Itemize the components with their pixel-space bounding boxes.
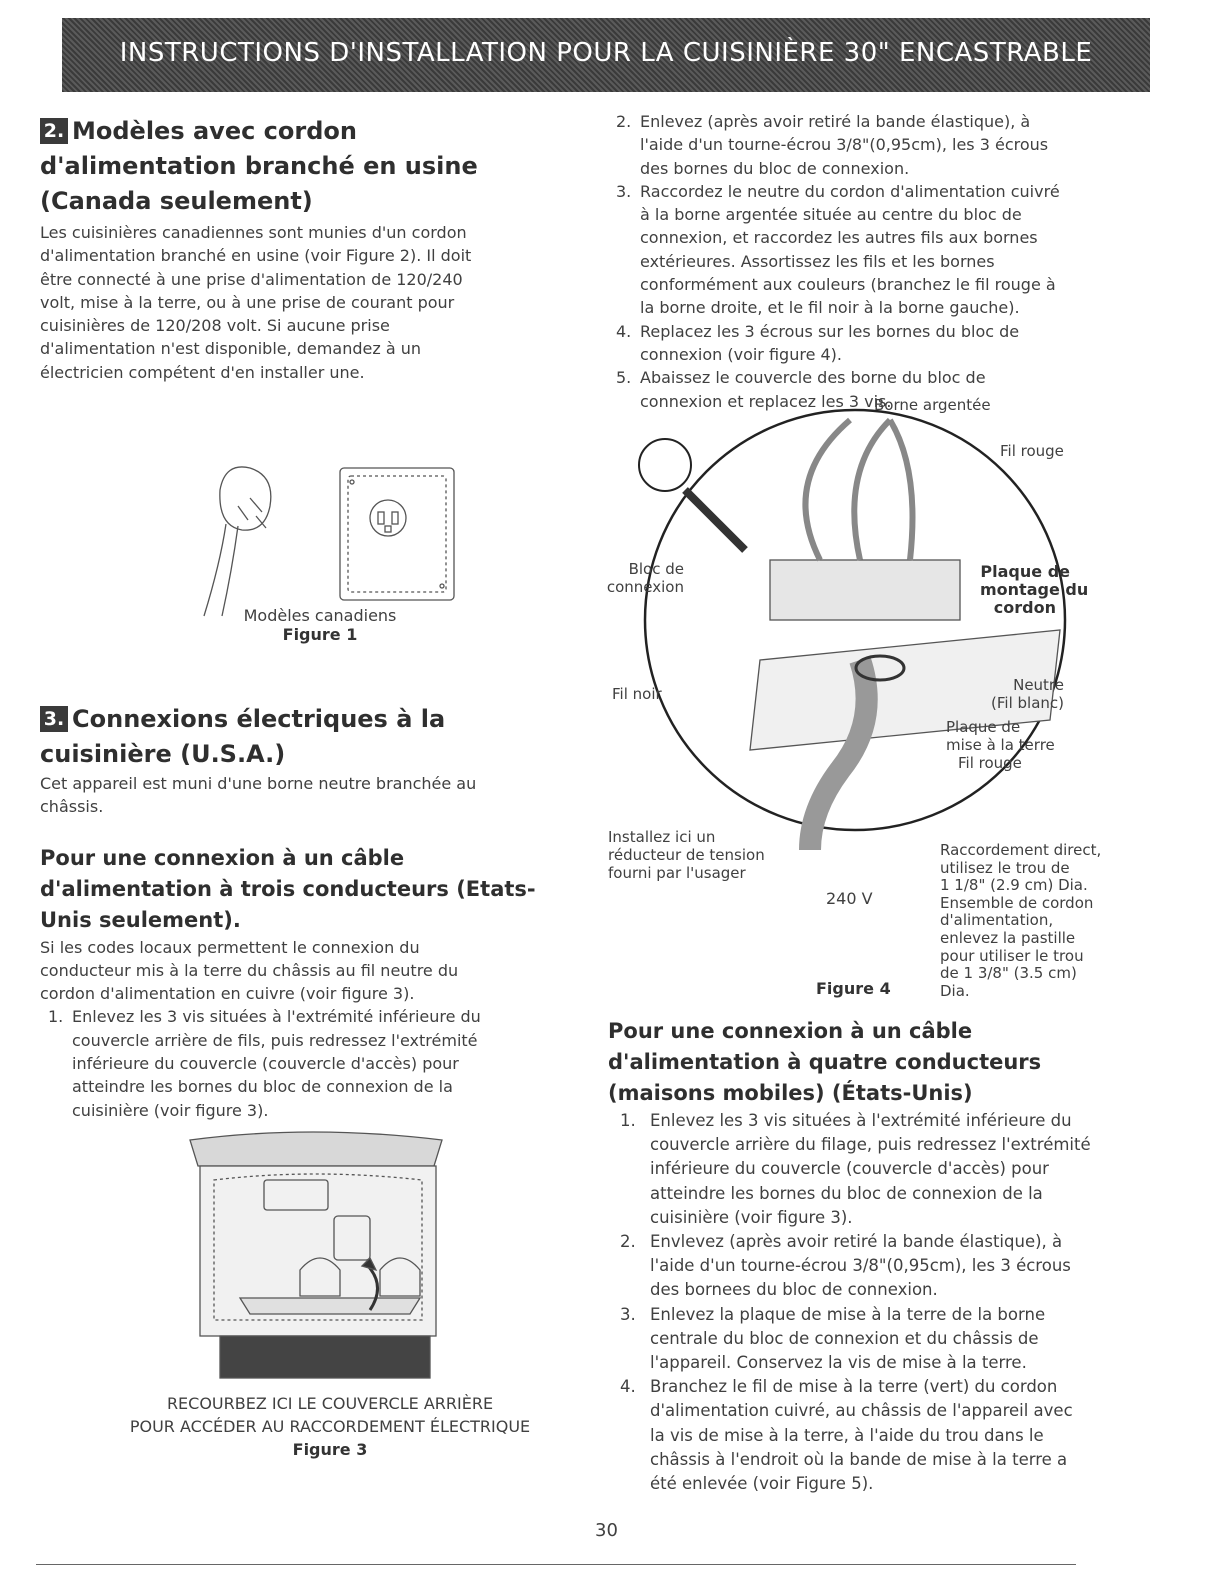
step-line: connexion, et raccordez les autres fils aux bornes bbox=[640, 228, 1038, 248]
label-line: mise à la terre bbox=[946, 736, 1055, 754]
step-line: Raccordez le neutre du cordon d'alimentation cuivré bbox=[640, 181, 1060, 201]
figure-3-illustration bbox=[180, 1120, 460, 1382]
step-number: 1. bbox=[48, 1007, 64, 1027]
label-plaque-montage bbox=[980, 562, 1089, 617]
step-number: 3. bbox=[620, 1304, 636, 1324]
body-line: châssis. bbox=[40, 797, 104, 817]
label-line: Bloc de bbox=[628, 560, 684, 578]
three-wire-step-1 bbox=[40, 1005, 570, 1121]
footer-divider bbox=[36, 1564, 1076, 1565]
label-line: Dia. bbox=[940, 981, 970, 1000]
heading-line: (maisons mobiles) (États-Unis) bbox=[608, 1081, 973, 1105]
step-number: 4. bbox=[616, 321, 632, 341]
label-line: montage du bbox=[980, 580, 1089, 599]
step-line: l'aide d'un tourne-écrou 3/8"(0,95cm), les 3 écrous bbox=[650, 1256, 1071, 1276]
body-line: Si les codes locaux permettent le connexion du bbox=[40, 937, 420, 957]
three-wire-heading bbox=[40, 843, 570, 936]
title-line: cuisinière (U.S.A.) bbox=[40, 740, 286, 768]
list-item bbox=[40, 1005, 570, 1121]
step-line: à la borne argentée située au centre du bloc de bbox=[640, 205, 1022, 225]
label-line: d'alimentation, bbox=[940, 911, 1054, 930]
label-fil-noir: Fil noir bbox=[612, 685, 662, 703]
step-line: connexion et replacez les 3 vis. bbox=[640, 391, 892, 411]
label-line: Fil rouge bbox=[958, 754, 1022, 772]
label-fil-rouge-top: Fil rouge bbox=[1000, 442, 1064, 460]
body-line: d'alimentation n'est disponible, demandez à un bbox=[40, 339, 421, 359]
three-wire-steps bbox=[608, 110, 1174, 413]
section-3-number: 3. bbox=[40, 706, 68, 732]
step-line: Enlevez la plaque de mise à la terre de la borne bbox=[650, 1304, 1046, 1324]
step-line: la vis de mise à la terre, à l'aide du trou dans le bbox=[650, 1425, 1044, 1445]
step-line: d'alimentation cuivré, au châssis de l'appareil avec bbox=[650, 1401, 1073, 1421]
step-line: cuisinière (voir figure 3). bbox=[72, 1100, 269, 1120]
figure-4-illustration bbox=[590, 400, 1090, 860]
label-240v: 240 V bbox=[826, 889, 873, 908]
step-line: extérieures. Assortissez les fils et les bornes bbox=[640, 251, 995, 271]
caption-line: POUR ACCÉDER AU RACCORDEMENT ÉLECTRIQUE bbox=[129, 1417, 531, 1436]
page-title: INSTRUCTIONS D'INSTALLATION POUR LA CUISINIÈRE 30" ENCASTRABLE bbox=[119, 38, 1093, 68]
figure-1-label: Figure 1 bbox=[282, 625, 358, 644]
label-bloc-de-connexion bbox=[606, 560, 684, 596]
heading-line: d'alimentation à quatre conducteurs bbox=[608, 1050, 1042, 1074]
header-banner bbox=[62, 18, 1150, 92]
body-line: Cet appareil est muni d'une borne neutre branchée au bbox=[40, 774, 477, 793]
step-line: centrale du bloc de connexion et du châssis de bbox=[650, 1328, 1039, 1348]
section-2-title bbox=[40, 114, 570, 219]
step-line: atteindre les bornes du bloc de connexion de la bbox=[650, 1183, 1043, 1203]
step-line: des bornees du bloc de connexion. bbox=[650, 1280, 938, 1300]
heading-line: Unis seulement). bbox=[40, 907, 241, 932]
step-number: 3. bbox=[616, 181, 632, 201]
three-wire-steps-continued bbox=[608, 110, 1174, 413]
label-line: Installez ici un bbox=[608, 828, 716, 846]
title-line: Connexions électriques à la bbox=[72, 705, 446, 733]
body-line: d'alimentation branché en usine (voir Figure 2). Il doit bbox=[40, 246, 472, 266]
wall-receptacle-illustration bbox=[340, 468, 454, 600]
step-number: 4. bbox=[620, 1377, 636, 1397]
step-line: Envlevez (après avoir retiré la bande élastique), à bbox=[650, 1232, 1063, 1252]
list-item bbox=[608, 1375, 1174, 1496]
body-line: cordon d'alimentation en cuivre (voir figure 3). bbox=[40, 984, 415, 1004]
label-line: réducteur de tension bbox=[608, 846, 765, 864]
step-line: inférieure du couvercle (couvercle d'accès) pour bbox=[72, 1054, 459, 1074]
step-line: Branchez le fil de mise à la terre (vert) du cordon bbox=[650, 1377, 1058, 1397]
page-number: 30 bbox=[595, 1520, 618, 1541]
label-line: Neutre bbox=[1013, 676, 1064, 694]
step-number: 5. bbox=[616, 368, 632, 388]
label-line: Plaque de bbox=[980, 562, 1070, 581]
title-line: d'alimentation branché en usine bbox=[40, 152, 478, 180]
step-line: la borne droite, et le fil noir à la borne gauche). bbox=[640, 298, 1020, 318]
label-neutre bbox=[991, 676, 1064, 712]
label-reducteur-tension bbox=[608, 828, 765, 882]
label-line: Ensemble de cordon bbox=[940, 893, 1094, 912]
heading-line: Pour une connexion à un câble bbox=[40, 845, 405, 870]
label-line: (Fil blanc) bbox=[991, 694, 1064, 712]
plug-illustration bbox=[204, 467, 271, 616]
four-wire-section bbox=[608, 1016, 1174, 1496]
label-plaque-mise-terre bbox=[946, 718, 1055, 772]
list-item bbox=[608, 180, 1174, 320]
list-item bbox=[608, 1230, 1174, 1303]
body-line: cuisinières de 120/208 volt. Si aucune prise bbox=[40, 316, 390, 336]
figure-1-caption-text: Modèles canadiens bbox=[243, 606, 397, 625]
label-line: Raccordement direct, bbox=[940, 841, 1102, 859]
step-line: couvercle arrière de fils, puis redressez l'extrémité bbox=[72, 1030, 478, 1050]
label-line: pour utiliser le trou bbox=[940, 946, 1084, 965]
body-line: être connecté à une prise d'alimentation de 120/240 bbox=[40, 269, 463, 289]
label-line: 1 1/8" (2.9 cm) Dia. bbox=[940, 876, 1088, 895]
label-line: connexion bbox=[606, 578, 684, 596]
heading-line: d'alimentation à trois conducteurs (Etats- bbox=[40, 876, 536, 901]
four-wire-heading bbox=[608, 1016, 1174, 1109]
title-line: Modèles avec cordon bbox=[72, 117, 357, 145]
label-line: fourni par l'usager bbox=[608, 864, 746, 882]
section-2-number: 2. bbox=[40, 118, 68, 144]
step-line: Replacez les 3 écrous sur les bornes du bloc de bbox=[640, 321, 1020, 341]
caption-line: RECOURBEZ ICI LE COUVERCLE ARRIÈRE bbox=[166, 1394, 494, 1413]
list-item bbox=[608, 110, 1174, 180]
three-wire-intro bbox=[40, 936, 570, 1006]
step-number: 2. bbox=[616, 112, 632, 131]
step-line: cuisinière (voir figure 3). bbox=[650, 1207, 853, 1227]
label-line: enlevez la pastille bbox=[940, 928, 1076, 947]
section-3-title bbox=[40, 702, 570, 772]
step-line: l'aide d'un tourne-écrou 3/8"(0,95cm), les 3 écrous bbox=[640, 135, 1049, 155]
section-2 bbox=[40, 114, 570, 384]
body-line: électricien compétent d'en installer une. bbox=[40, 362, 365, 382]
step-line: couvercle arrière du filage, puis redressez l'extrémité bbox=[650, 1135, 1091, 1155]
step-line: Enlevez les 3 vis situées à l'extrémité inférieure du bbox=[72, 1007, 481, 1027]
figure-4-label: Figure 4 bbox=[816, 979, 891, 998]
step-line: l'appareil. Conservez la vis de mise à la terre. bbox=[650, 1353, 1027, 1373]
label-line: Plaque de bbox=[946, 718, 1021, 736]
heading-line: Pour une connexion à un câble bbox=[608, 1019, 973, 1043]
label-raccordement-direct bbox=[940, 842, 1101, 1000]
four-wire-steps bbox=[608, 1109, 1174, 1496]
step-number: 2. bbox=[620, 1232, 636, 1252]
step-number: 1. bbox=[620, 1111, 636, 1130]
body-line: Les cuisinières canadiennes sont munies d'un cordon bbox=[40, 223, 467, 242]
figure-1-illustration bbox=[180, 440, 480, 620]
step-line: Enlevez les 3 vis situées à l'extrémité inférieure du bbox=[650, 1111, 1072, 1130]
step-line: Enlevez (après avoir retiré la bande élastique), à bbox=[640, 112, 1031, 131]
title-line: (Canada seulement) bbox=[40, 187, 313, 215]
step-line: atteindre les bornes du bloc de connexion de la bbox=[72, 1077, 453, 1097]
section-2-body bbox=[40, 221, 570, 384]
step-line: Abaissez le couvercle des borne du bloc de bbox=[640, 368, 986, 388]
label-line: de 1 3/8" (3.5 cm) bbox=[940, 964, 1077, 983]
step-line: des bornes du bloc de connexion. bbox=[640, 158, 910, 178]
body-line: volt, mise à la terre, ou à une prise de courant pour bbox=[40, 292, 455, 312]
label-line: utilisez le trou de bbox=[940, 858, 1070, 877]
figure-3-caption bbox=[100, 1392, 560, 1461]
section-3-body bbox=[40, 772, 570, 819]
figure-1-caption bbox=[190, 606, 450, 644]
section-3 bbox=[40, 702, 570, 1122]
step-line: connexion (voir figure 4). bbox=[640, 344, 843, 364]
list-item bbox=[608, 320, 1174, 367]
list-item bbox=[608, 1303, 1174, 1376]
step-line: châssis à l'endroit où la bande de mise à la terre a bbox=[650, 1449, 1068, 1469]
figure-3-label: Figure 3 bbox=[292, 1440, 368, 1459]
step-line: conformément aux couleurs (branchez le fil rouge à bbox=[640, 275, 1056, 295]
list-item bbox=[608, 1109, 1174, 1230]
label-line: cordon bbox=[993, 598, 1056, 617]
step-line: été enlevée (voir Figure 5). bbox=[650, 1474, 874, 1494]
step-line: inférieure du couvercle (couvercle d'accès) pour bbox=[650, 1159, 1049, 1179]
label-borne-argentee: Borne argentée bbox=[874, 396, 991, 414]
body-line: conducteur mis à la terre du châssis au fil neutre du bbox=[40, 960, 459, 980]
inset-circle bbox=[639, 439, 691, 491]
